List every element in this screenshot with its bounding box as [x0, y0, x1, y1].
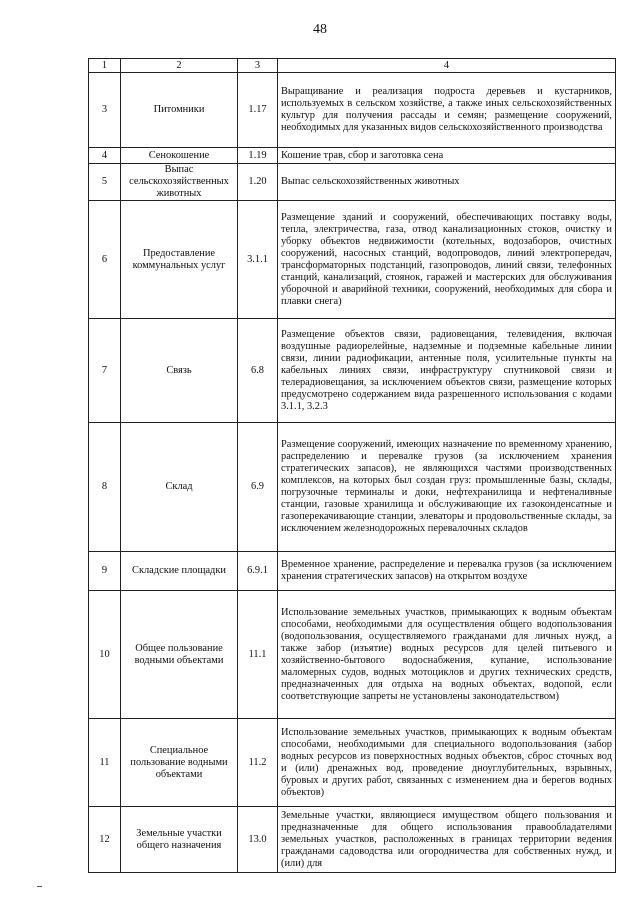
row-description: Размещение объектов связи, радиовещания, телевидения, включая воздушные радиорелейные, надземные и подземные кабельные линии связи, линии радиофикации, антенные поля, усилительные пункты на кабельных линиях связи, инфраструктуру спутниковой связи и телерадиовещания, за исключением объектов связи, размещение которых предусмотрено содержанием вида разрешенного использования с кодами 3.1.1, 3.2.3: [278, 319, 616, 423]
row-number: 12: [89, 807, 121, 873]
row-name: Специальное пользование водными объектами: [121, 719, 238, 807]
table-row: [89, 807, 616, 873]
row-name: Склад: [121, 423, 238, 552]
row-code: 13.0: [238, 807, 278, 873]
table-row: [89, 423, 616, 552]
row-name: Общее пользование водными объектами: [121, 591, 238, 719]
row-name: Складские площадки: [121, 552, 238, 591]
row-code: 3.1.1: [238, 201, 278, 319]
table-row: [89, 73, 616, 148]
row-description: Кошение трав, сбор и заготовка сена: [278, 148, 616, 164]
row-code: 6.9.1: [238, 552, 278, 591]
land-use-table: [88, 58, 616, 873]
row-description: Использование земельных участков, примыкающих к водным объектам способами, необходимыми для осуществления общего водопользования (водопользования, осуществляемого гражданами для личных нужд, а также забор (изъятие) водных ресурсов для целей питьевого и хозяйственно-бытового водоснабжения, купание, использование маломерных судов, водных мотоциклов и других технических средств, предназначенных для отдыха на водных объектах, водопой, если соответствующие запреты не установлены законодательством): [278, 591, 616, 719]
table-row: [89, 719, 616, 807]
margin-mark: [37, 886, 42, 887]
row-code: 1.17: [238, 73, 278, 148]
row-name: Питомники: [121, 73, 238, 148]
row-number: 9: [89, 552, 121, 591]
row-name: Сенокошение: [121, 148, 238, 164]
row-number: 10: [89, 591, 121, 719]
row-code: 6.9: [238, 423, 278, 552]
table-header-row: [89, 59, 616, 73]
row-number: 5: [89, 164, 121, 201]
table-row: [89, 164, 616, 201]
row-number: 3: [89, 73, 121, 148]
header-col-3: 3: [238, 59, 278, 73]
row-description: Земельные участки, являющиеся имуществом общего пользования и предназначенные для общего использования правообладателями земельных участков, расположенных в границах территории ведения гражданами садоводства или огородничества для собственных нужд, и (или) для: [278, 807, 616, 873]
row-code: 11.2: [238, 719, 278, 807]
row-number: 8: [89, 423, 121, 552]
table-row: [89, 148, 616, 164]
row-number: 11: [89, 719, 121, 807]
page-number: 48: [313, 22, 327, 37]
row-name: Связь: [121, 319, 238, 423]
header-col-1: 1: [89, 59, 121, 73]
row-code: 6.8: [238, 319, 278, 423]
table-row: [89, 201, 616, 319]
row-description: Размещение зданий и сооружений, обеспечивающих поставку воды, тепла, электричества, газа, отвод канализационных стоков, очистку и уборку объектов недвижимости (котельных, водозаборов, очистных сооружений, насосных станций, водопроводов, линий электропередач, трансформаторных подстанций, газопроводов, линий связи, телефонных станций, канализаций, стоянок, гаражей и мастерских для обслуживания уборочной и аварийной техники, сооружений, необходимых для сбора и плавки снега): [278, 201, 616, 319]
table-row: [89, 552, 616, 591]
table-row: [89, 319, 616, 423]
row-name: Предоставление коммунальных услуг: [121, 201, 238, 319]
row-description: Использование земельных участков, примыкающих к водным объектам способами, необходимыми для специального водопользования (забор водных ресурсов из поверхностных водных объектов, сброс сточных вод и (или) дренажных вод, проведение дноуглубительных, взрывных, буровых и других работ, связанных с изменением дна и берегов водных объектов): [278, 719, 616, 807]
row-code: 11.1: [238, 591, 278, 719]
row-description: Временное хранение, распределение и перевалка грузов (за исключением хранения стратегических запасов) на открытом воздухе: [278, 552, 616, 591]
header-col-2: 2: [121, 59, 238, 73]
row-number: 6: [89, 201, 121, 319]
header-col-4: 4: [278, 59, 616, 73]
row-number: 4: [89, 148, 121, 164]
row-name: Земельные участки общего назначения: [121, 807, 238, 873]
row-description: Выращивание и реализация подроста деревьев и кустарников, используемых в сельском хозяйстве, а также иных сельскохозяйственных культур для получения рассады и семян; размещение сооружений, необходимых для указанных видов сельскохозяйственного производства: [278, 73, 616, 148]
table-row: [89, 591, 616, 719]
row-number: 7: [89, 319, 121, 423]
row-name: Выпас сельскохозяйственных животных: [121, 164, 238, 201]
row-description: Выпас сельскохозяйственных животных: [278, 164, 616, 201]
row-code: 1.19: [238, 148, 278, 164]
row-code: 1.20: [238, 164, 278, 201]
row-description: Размещение сооружений, имеющих назначение по временному хранению, распределению и перевалке грузов (за исключением хранения стратегических запасов), не являющихся частями производственных комплексов, на которых был создан груз: промышленные базы, склады, погрузочные терминалы и доки, нефтехранилища и нефтеналивные станции, газовые хранилища и обслуживающие их газоконденсатные и газоперекачивающие станции, элеваторы и продовольственные склады, за исключением железнодорожных перевалочных складов: [278, 423, 616, 552]
